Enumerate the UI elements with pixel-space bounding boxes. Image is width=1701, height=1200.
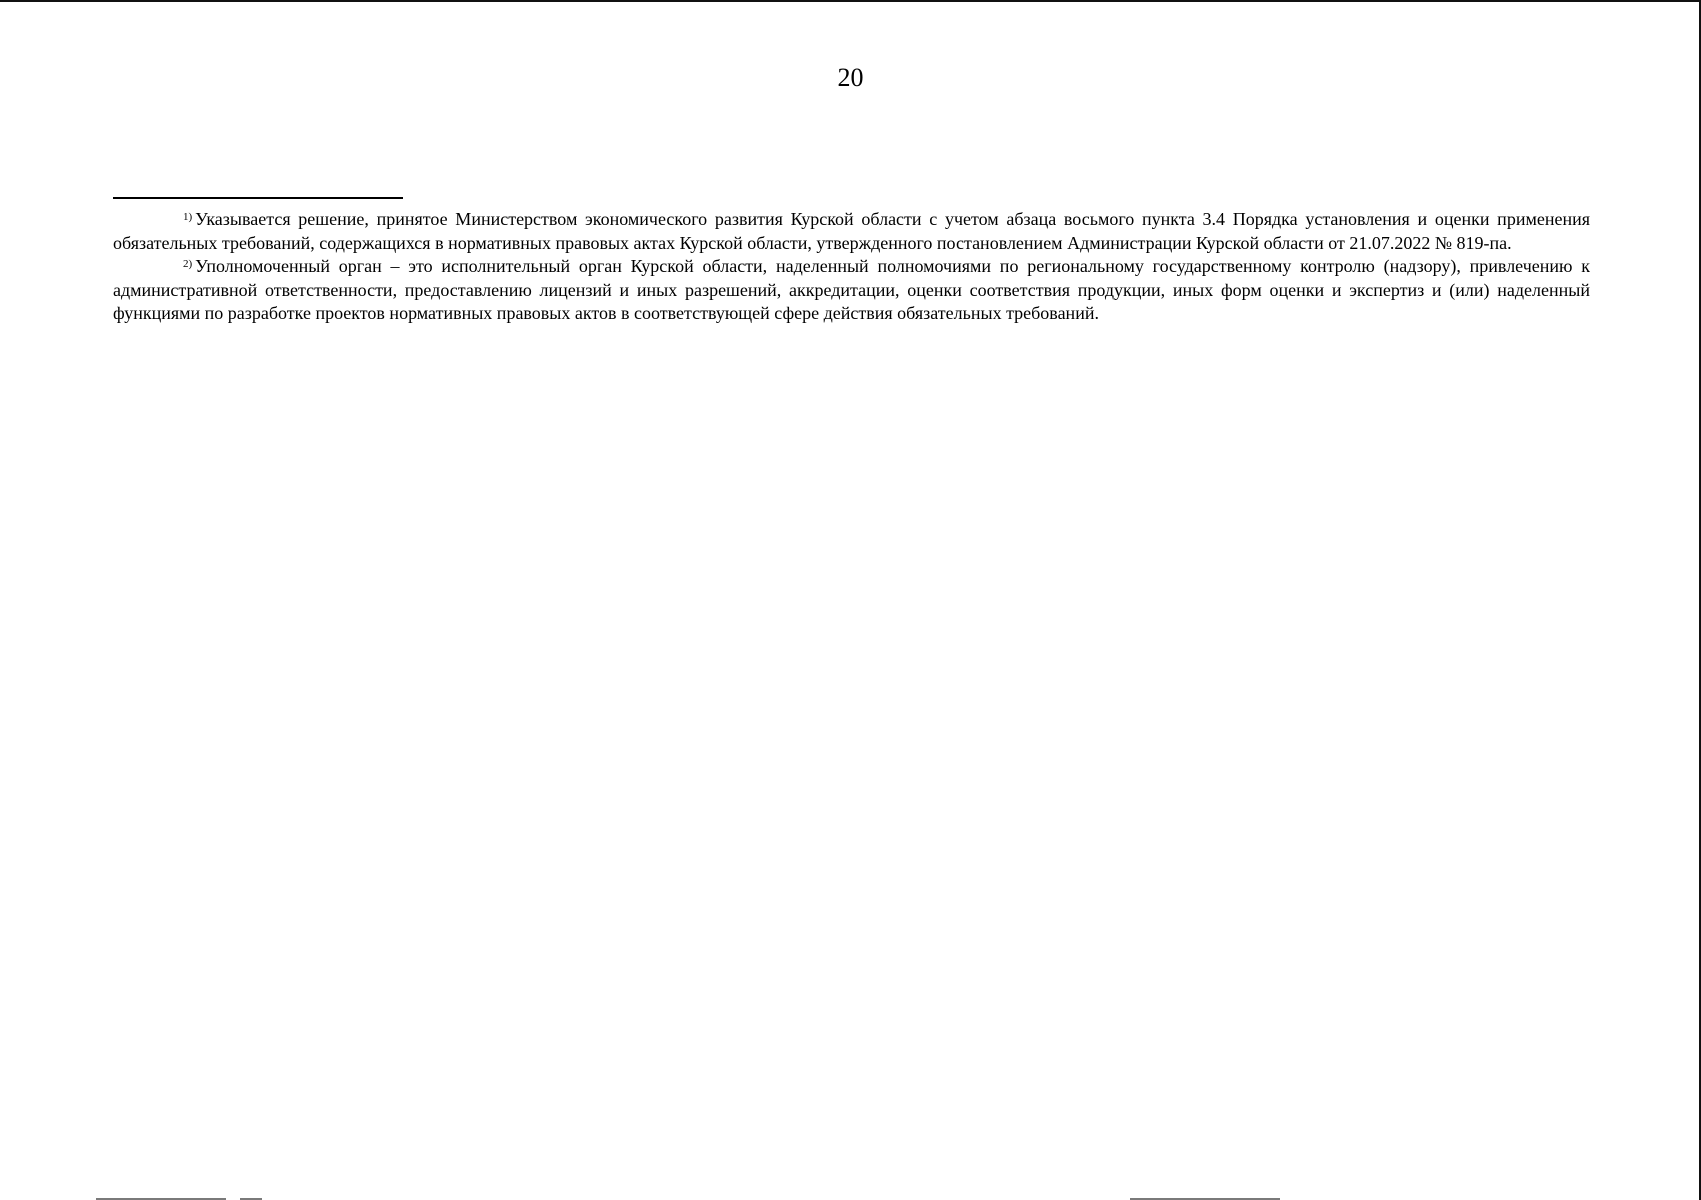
footnote-1-text: Указывается решение, принятое Министерством экономического развития Курской области с учетом абзаца восьмого пункта 3.4 Порядка установления и оценки применения обязательных требований, содержащихся в нормативных правовых актах Курской области, утвержденного постановлением Администрации Курской области от 21.07.2022 № 819-па.: [113, 209, 1590, 253]
footnotes-section: [113, 208, 1590, 326]
footnote-1-marker: 1): [183, 211, 193, 223]
footnote-1: [113, 208, 1590, 255]
page-number: 20: [837, 63, 864, 92]
footnote-2: [113, 255, 1590, 326]
footnote-separator: [113, 197, 403, 199]
footnote-2-text: Уполномоченный орган – это исполнительный орган Курской области, наделенный полномочиями по региональному государственному контролю (надзору), привлечению к административной ответственности, предоставлению лицензий и иных разрешений, аккредитации, оценки соответствия продукции, иных форм оценки и экспертиз и (или) наделенный функциями по разработке проектов нормативных правовых актов в соответствующей сфере действия обязательных требований.: [113, 256, 1590, 323]
footnote-2-marker: 2): [183, 258, 193, 270]
page-top-edge: [0, 0, 1701, 2]
